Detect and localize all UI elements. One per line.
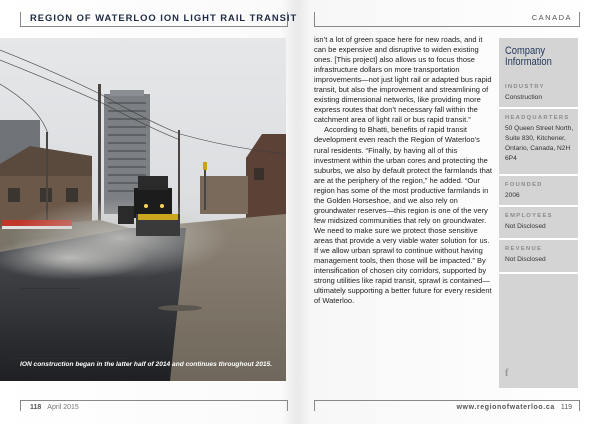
- footer-right: [456, 404, 572, 411]
- sidebar-divider: [499, 107, 578, 109]
- sidebar-title-line2: Information: [505, 55, 552, 68]
- page-number-left: 118: [30, 404, 42, 411]
- footer-left: [30, 404, 79, 411]
- revenue-value: Not Disclosed: [505, 256, 546, 263]
- website-link[interactable]: www.regionofwaterloo.ca: [456, 404, 555, 411]
- article-paragraph: isn’t a lot of green space here for new roads, and it can be expensive and disruptive to widen existing ones. [This project] also allows us to focus those infrastructure dollars on more transportation improvements—not just light rail or adapted bus rapid transit, but also the improvement and streamlining of existing dimensional networks, like providing more express routes that don’t necessary fall within the catchment area of light rail or bus rapid transit.”: [314, 35, 492, 125]
- right-page: [300, 0, 600, 424]
- sidebar-title: [505, 46, 565, 67]
- sidebar-divider: [499, 272, 578, 274]
- employees-value: Not Disclosed: [505, 223, 546, 230]
- facebook-icon[interactable]: f: [505, 368, 509, 379]
- header-title: REGION OF WATERLOO ION LIGHT RAIL TRANSIT: [30, 12, 298, 23]
- founded-value: 2006: [505, 192, 520, 199]
- header-country: CANADA: [531, 13, 572, 22]
- sidebar-divider: [499, 238, 578, 240]
- headquarters-label: HEADQUARTERS: [505, 115, 570, 121]
- article-paragraph: According to Bhatti, benefits of rapid transit development even reach the Region of Waterloo’s rural residents. “Finally, by having all of this investment within the urban cores and protecting the suburbs, we also by default protect the farmlands that are at the periphery of the region,” he added. “Our region has some of the most productive farmlands in the Golden Horseshoe, and we also rely on groundwater reserves—this region is one of the very few midsized communities that rely on groundwater. We need to make sure we protect those sensitive areas that provide a very viable water solution for us. If we allow urban sprawl to continue without having management tools, then those will be impacted.” By intensification of chosen city corridors, supported by strong utilities like rapid transit, sprawl is contained—ultimately supporting a better future for every resident of Waterloo.: [314, 125, 493, 306]
- founded-label: FOUNDED: [505, 182, 543, 188]
- employees-label: EMPLOYEES: [505, 213, 553, 219]
- sidebar-title-line1: Company: [505, 45, 546, 57]
- company-info-sidebar: [499, 38, 578, 388]
- sidebar-divider: [499, 205, 578, 207]
- industry-value: Construction: [505, 94, 543, 101]
- page-number-right: 119: [560, 404, 572, 411]
- headquarters-value: 50 Queen Street North, Suite 830, Kitchener, Ontario, Canada, N2H 6P4: [505, 125, 574, 162]
- industry-label: INDUSTRY: [505, 84, 545, 90]
- sidebar-divider: [499, 174, 578, 176]
- construction-photo: [0, 38, 286, 381]
- photo-caption: ION construction began in the latter half of 2014 and continues throughout 2015.: [20, 361, 273, 368]
- revenue-label: REVENUE: [505, 246, 543, 252]
- article-body: [314, 35, 492, 306]
- issue-date: April 2015: [47, 404, 79, 411]
